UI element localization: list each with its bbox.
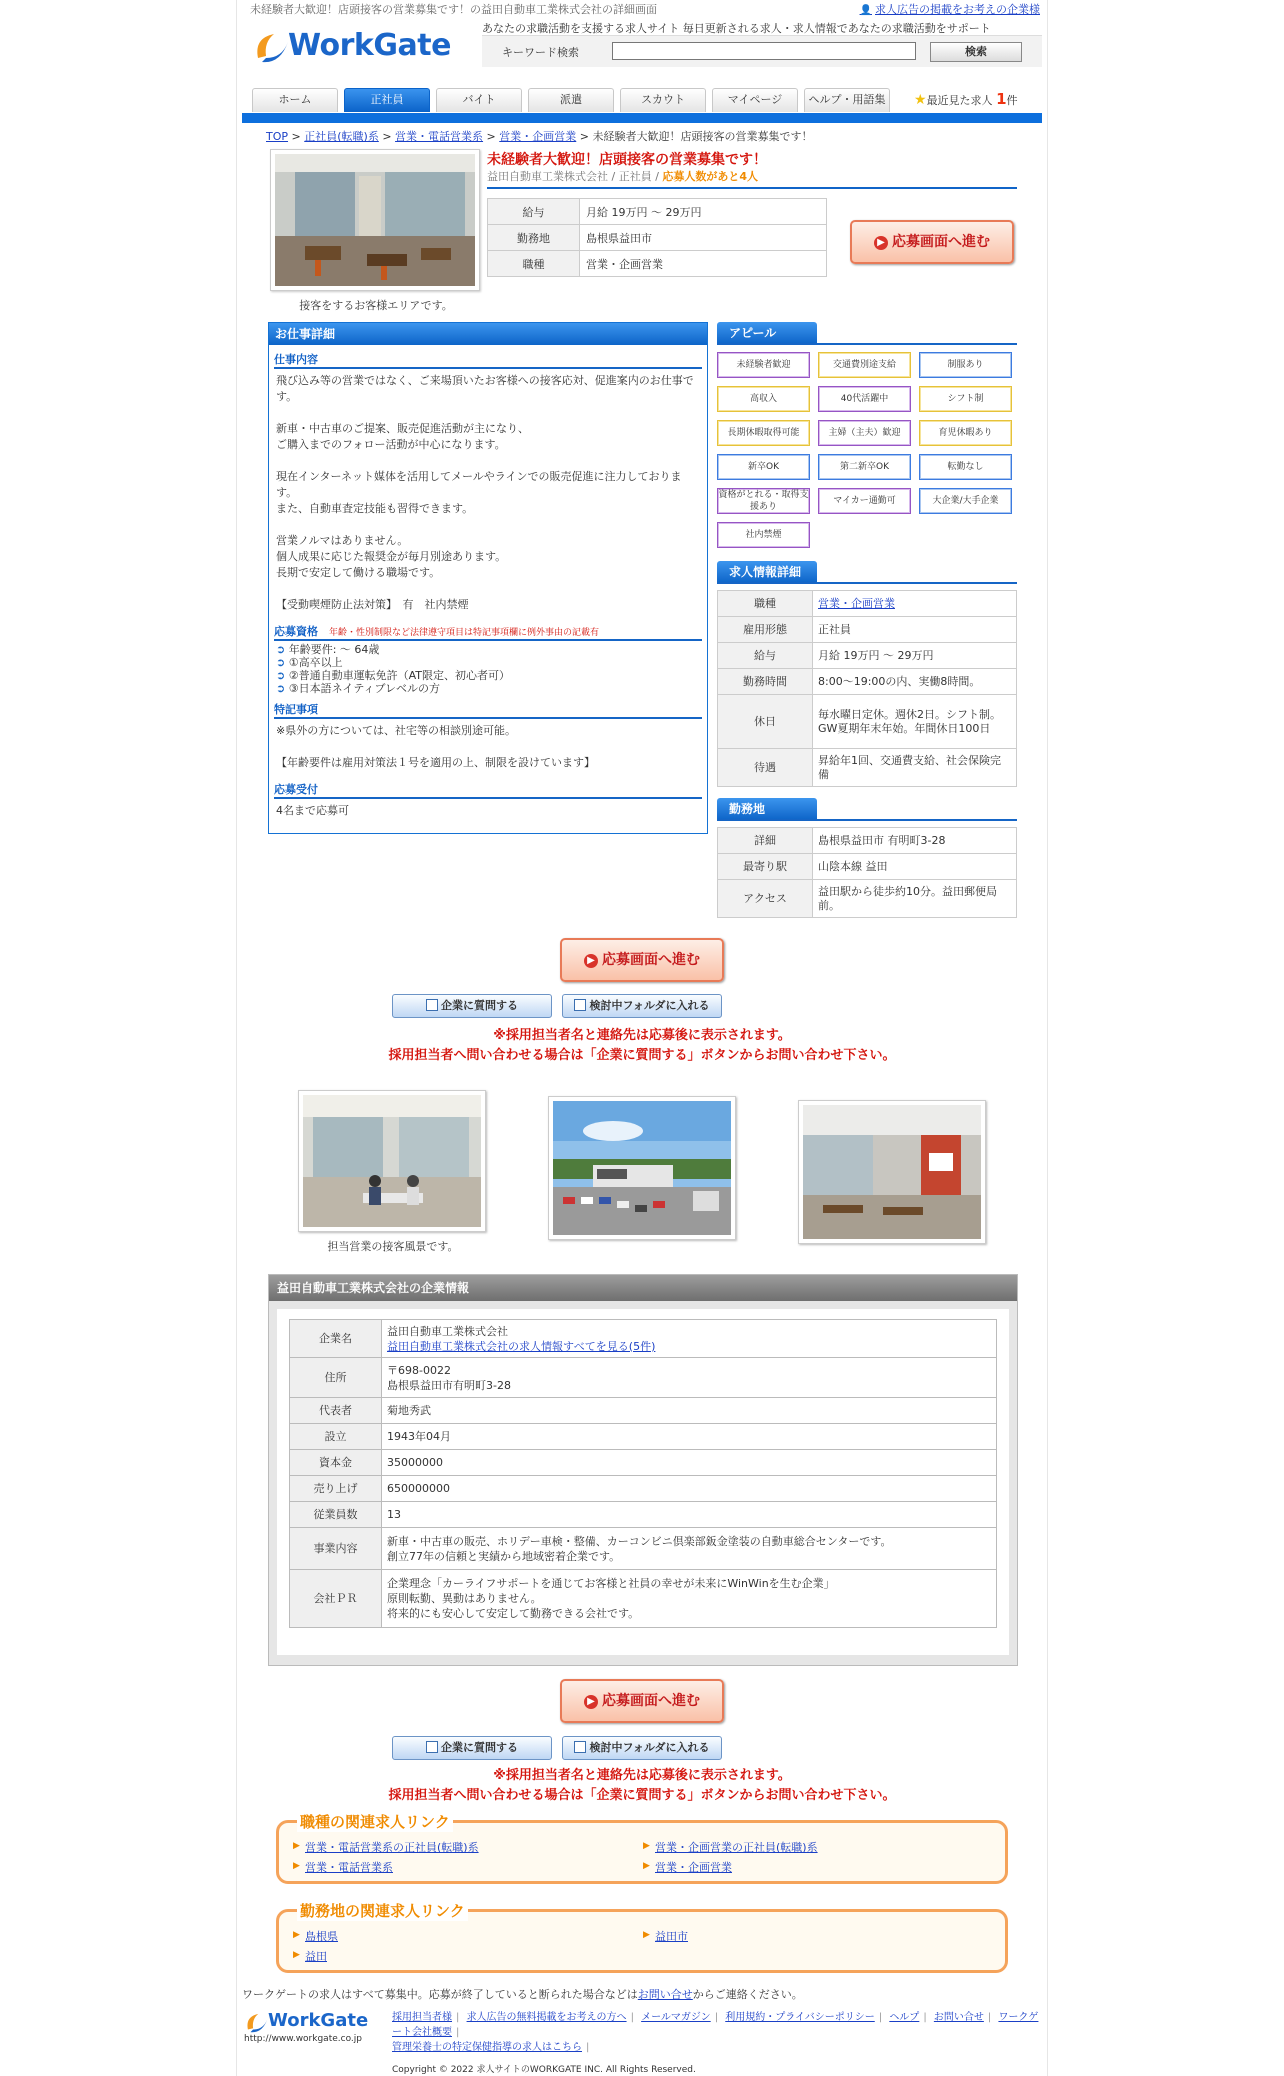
bullet-icon: ▶ bbox=[293, 1950, 300, 1960]
info-value: 月給 19万円 ～ 29万円 bbox=[813, 643, 1017, 669]
table-row bbox=[718, 880, 1017, 918]
table-row bbox=[290, 1424, 997, 1450]
apply-label: 応募画面へ進む bbox=[892, 234, 990, 250]
bullet-icon: ▶ bbox=[643, 1930, 650, 1940]
employment-type: 正社員 bbox=[618, 170, 652, 183]
footer-link[interactable]: 求人広告の無料掲載をお考えの方へ bbox=[466, 2012, 627, 2023]
bullet-arrow-icon: ➲ bbox=[276, 669, 286, 682]
job-info-table bbox=[717, 590, 1017, 787]
table-row bbox=[718, 854, 1017, 880]
notes-content bbox=[269, 719, 707, 775]
related-jobtype-link[interactable]: 営業・電話営業系の正社員(転職)系 bbox=[305, 1841, 479, 1854]
apply-label: 応募画面へ進む bbox=[602, 952, 700, 968]
breadcrumb-sales-planning[interactable]: 営業・企画営業 bbox=[499, 130, 577, 143]
location-row-label: アクセス bbox=[718, 880, 813, 918]
recent-unit: 件 bbox=[1006, 94, 1018, 107]
nav-underline bbox=[242, 113, 1042, 123]
accept-content: 4名まで応募可 bbox=[276, 804, 349, 817]
company-row-value: 菊地秀武 bbox=[382, 1398, 997, 1424]
info-value: 正社員 bbox=[813, 617, 1017, 643]
company-row-label: 住所 bbox=[290, 1358, 382, 1398]
pr-line: 将来的にも安心して安定して勤務できる会社です。 bbox=[387, 1607, 640, 1620]
logo-swirl-icon bbox=[252, 28, 292, 68]
search-button[interactable]: 検索 bbox=[930, 42, 1022, 62]
breadcrumb-current: 未経験者大歓迎！店頭接客の営業募集です！ bbox=[592, 130, 813, 143]
company-row-value bbox=[382, 1528, 997, 1570]
appeal-badge: マイカー通勤可 bbox=[818, 488, 911, 514]
company-row-value bbox=[382, 1570, 997, 1628]
work-line bbox=[276, 581, 700, 597]
list-item bbox=[276, 656, 700, 669]
appeal-badge: 長期休暇取得可能 bbox=[717, 420, 810, 446]
question-button-middle[interactable] bbox=[392, 994, 552, 1018]
info-value bbox=[813, 591, 1017, 617]
summary-label: 給与 bbox=[488, 199, 580, 225]
pr-line: 企業理念「カーライフサポートを通じてお客様と社員の幸せが未来にWinWinを生む企業」 bbox=[387, 1577, 835, 1590]
business-line: 新車・中古車の販売、ホリデー車検・整備、カーコンビニ倶楽部鈑金塗装の自動車総合センターです。 bbox=[387, 1534, 892, 1548]
footer-contact-link[interactable]: お問い合せ bbox=[637, 1988, 693, 2001]
summary-value: 営業・企画営業 bbox=[580, 251, 827, 277]
info-label: 待遇 bbox=[718, 749, 813, 787]
footer-note bbox=[242, 1986, 803, 2002]
table-row bbox=[488, 199, 827, 225]
company-info-box bbox=[268, 1274, 1018, 1666]
footer-logo-text: WorkGate bbox=[268, 2010, 369, 2031]
location-label: 勤務地 bbox=[717, 798, 817, 820]
folder-label: 検討中フォルダに入れる bbox=[589, 1741, 710, 1754]
footer-link[interactable]: 管理栄養士の特定保健指導の求人はこちら bbox=[392, 2042, 582, 2053]
showroom-interior-photo bbox=[803, 1105, 981, 1239]
table-row bbox=[718, 695, 1017, 749]
related-area-link[interactable]: 益田 bbox=[305, 1950, 327, 1963]
work-line: ご購入までのフォロー活動が中心になります。 bbox=[276, 438, 506, 451]
qualification-list bbox=[269, 641, 707, 699]
appeal-badge: 社内禁煙 bbox=[717, 522, 810, 548]
gallery-caption-1: 担当営業の接客風景です。 bbox=[327, 1240, 459, 1253]
related-jobtype-link[interactable]: 営業・企画営業の正社員(転職)系 bbox=[655, 1841, 818, 1854]
breadcrumb-seishain[interactable]: 正社員(転職)系 bbox=[304, 130, 379, 143]
footer-logo-url: http://www.workgate.co.jp bbox=[244, 2034, 362, 2044]
notice-line-1: ※採用担当者名と連絡先は応募後に表示されます。 bbox=[493, 1768, 791, 1783]
work-line: 長期で安定して働ける職場です。 bbox=[276, 566, 441, 579]
appeal-badge: 育児休暇あり bbox=[919, 420, 1012, 446]
question-icon bbox=[426, 999, 438, 1011]
appeal-badge: 制服あり bbox=[919, 352, 1012, 378]
copyright: Copyright © 2022 求人サイトのWORKGATE INC. All Rights Reserved. bbox=[392, 2065, 696, 2075]
table-row bbox=[290, 1398, 997, 1424]
table-row bbox=[290, 1320, 997, 1358]
bullet-icon: ▶ bbox=[293, 1841, 300, 1851]
info-label: 職種 bbox=[718, 591, 813, 617]
footer-link[interactable]: 利用規約・プライバシーポリシー bbox=[725, 2012, 875, 2023]
work-line bbox=[276, 517, 700, 533]
folder-button-middle[interactable] bbox=[562, 994, 722, 1018]
notes-line: ※県外の方については、社宅等の相談別途可能。 bbox=[276, 724, 516, 737]
footer-link[interactable]: 採用担当者様 bbox=[392, 2012, 452, 2023]
related-jobtype-box bbox=[276, 1813, 1008, 1884]
ad-inquiry-link[interactable]: 👤 求人広告の掲載をお考えの企業様 bbox=[860, 1, 1040, 17]
company-row-value: 35000000 bbox=[382, 1450, 997, 1476]
location-table bbox=[717, 827, 1017, 918]
company-row-label: 従業員数 bbox=[290, 1502, 382, 1528]
company-info-table bbox=[289, 1319, 997, 1628]
job-title: 未経験者大歓迎！店頭接客の営業募集です！ bbox=[487, 152, 767, 168]
appeal-label: アピール bbox=[717, 322, 817, 344]
appeal-badge: 交通費別途支給 bbox=[818, 352, 911, 378]
footer-links: 採用担当者様 | 求人広告の無料掲載をお考えの方へ | メールマガジン | 利用規約・プライバシーポリシー | ヘルプ | お問い合せ | ワークゲート会社概要 | 管理栄養士の特定保健指導の求人はこちら | bbox=[392, 2012, 1039, 2053]
appeal-badge: 大企業/大手企業 bbox=[919, 488, 1012, 514]
job-info-label: 求人情報詳細 bbox=[717, 561, 817, 583]
qualification-note: 年齢・性別制限など法律遵守項目は特記事項欄に例外事由の記載有 bbox=[329, 628, 600, 638]
work-line bbox=[276, 453, 700, 469]
bullet-icon: ▶ bbox=[293, 1861, 300, 1871]
notice-line-2: 採用担当者へ問い合わせる場合は「企業に質問する」ボタンからお問い合わせ下さい。 bbox=[388, 1048, 896, 1063]
list-item bbox=[276, 669, 700, 682]
location-row-label: 最寄り駅 bbox=[718, 854, 813, 880]
bullet-icon: ▶ bbox=[293, 1930, 300, 1940]
main-photo-caption: 接客をするお客様エリアです。 bbox=[299, 299, 453, 312]
info-value: 毎水曜日定休。週休2日。シフト制。GW夏期年末年始。年間休日100日 bbox=[813, 695, 1017, 749]
appeal-badge: 新卒OK bbox=[717, 454, 810, 480]
job-summary-table bbox=[487, 198, 827, 277]
footer-link[interactable]: ワークゲート会社概要 bbox=[392, 2012, 1039, 2038]
related-jobtype-link[interactable]: 営業・企画営業 bbox=[655, 1861, 732, 1874]
info-label: 給与 bbox=[718, 643, 813, 669]
related-area-link[interactable]: 益田市 bbox=[655, 1930, 688, 1943]
apply-button-bottom[interactable] bbox=[560, 1679, 724, 1723]
table-row bbox=[290, 1476, 997, 1502]
bullet-arrow-icon: ➲ bbox=[276, 656, 286, 669]
question-label: 企業に質問する bbox=[441, 1741, 518, 1754]
appeal-badge: 高収入 bbox=[717, 386, 810, 412]
job-company-line: 益田自動車工業株式会社 / 正社員 / 応募人数があと4人 bbox=[487, 168, 1017, 189]
appeal-badge: 未経験者歓迎 bbox=[717, 352, 810, 378]
footer-link[interactable]: ヘルプ bbox=[889, 2012, 920, 2023]
logo-swirl-icon bbox=[244, 2010, 270, 2036]
remaining-count: 応募人数があと4人 bbox=[662, 170, 759, 183]
company-row-value: 650000000 bbox=[382, 1476, 997, 1502]
company-row-label: 代表者 bbox=[290, 1398, 382, 1424]
notes-line: 【年齢要件は雇用対策法１号を適用の上、制限を設けています】 bbox=[276, 756, 595, 769]
office-photo bbox=[303, 1095, 481, 1227]
work-line: 個人成果に応じた報奨金が毎月別途あります。 bbox=[276, 550, 507, 563]
pr-line: 原則転勤、異動はありません。 bbox=[387, 1592, 542, 1605]
appeal-line bbox=[717, 343, 1017, 345]
table-row bbox=[290, 1570, 997, 1628]
contact-notice-middle bbox=[236, 1026, 1048, 1066]
job-type-link[interactable]: 営業・企画営業 bbox=[818, 596, 895, 610]
company-row-label: 会社ＰＲ bbox=[290, 1570, 382, 1628]
company-row-value bbox=[382, 1358, 997, 1398]
question-icon bbox=[426, 1741, 438, 1753]
work-line bbox=[276, 405, 700, 421]
related-area-link[interactable]: 島根県 bbox=[305, 1930, 338, 1943]
info-label: 雇用形態 bbox=[718, 617, 813, 643]
footer-logo[interactable] bbox=[244, 2008, 374, 2048]
site-tagline: あなたの求職活動を支援する求人サイト 毎日更新される求人・求人情報であなたの求職活動をサポート bbox=[482, 22, 991, 35]
recent-count: 1 bbox=[996, 90, 1007, 108]
table-row bbox=[488, 251, 827, 277]
company-row-label: 設立 bbox=[290, 1424, 382, 1450]
tab-help[interactable]: ヘルプ・用語集 bbox=[804, 88, 890, 112]
logo-text: WorkGate bbox=[288, 28, 451, 63]
work-line: 営業ノルマはありません。 bbox=[276, 534, 409, 547]
footer-note-text-end: からご連絡ください。 bbox=[692, 1988, 803, 2001]
folder-button-bottom[interactable] bbox=[562, 1736, 722, 1760]
company-row-label: 資本金 bbox=[290, 1450, 382, 1476]
work-content-title: 仕事内容 bbox=[274, 345, 702, 369]
table-row bbox=[290, 1358, 997, 1398]
summary-label: 職種 bbox=[488, 251, 580, 277]
footer-note-text: ワークゲートの求人はすべて募集中。応募が終了していると断られた場合などは bbox=[242, 1988, 638, 2001]
appeal-badge: 第二新卒OK bbox=[818, 454, 911, 480]
table-row bbox=[718, 643, 1017, 669]
tab-mypage[interactable]: マイページ bbox=[712, 88, 798, 112]
work-line: 飛び込み等の営業ではなく、ご来場頂いたお客様への接客応対、促進案内のお仕事です。 bbox=[276, 374, 694, 403]
table-row bbox=[718, 669, 1017, 695]
location-line bbox=[717, 819, 1017, 821]
related-jobtype-link[interactable]: 営業・電話営業系 bbox=[305, 1861, 393, 1874]
company-all-jobs-link[interactable]: 益田自動車工業株式会社の求人情報すべてを見る(5件) bbox=[387, 1339, 656, 1353]
main-nav bbox=[252, 88, 1042, 115]
location-row-label: 詳細 bbox=[718, 828, 813, 854]
search-input[interactable] bbox=[612, 42, 916, 60]
question-label: 企業に質問する bbox=[441, 999, 518, 1012]
keyword-search bbox=[482, 35, 1042, 67]
recent-jobs[interactable] bbox=[914, 90, 1018, 108]
arrow-right-icon: ▶ bbox=[584, 1695, 598, 1709]
breadcrumb: TOP > 正社員(転職)系 > 営業・電話営業系 > 営業・企画営業 > 未経験者大歓迎！店頭接客の営業募集です！ bbox=[266, 130, 813, 143]
appeal-badge: 40代活躍中 bbox=[818, 386, 911, 412]
related-area-box bbox=[276, 1902, 1008, 1973]
info-label: 勤務時間 bbox=[718, 669, 813, 695]
recent-label: 最近見た求人 bbox=[926, 94, 993, 107]
table-row bbox=[718, 828, 1017, 854]
work-line: 新車・中古車のご提案、販売促進活動が主になり、 bbox=[276, 422, 529, 435]
page-title-line: 未経験者大歓迎！店頭接客の営業募集です！の益田自動車工業株式会社の詳細画面 bbox=[250, 3, 657, 16]
arrow-right-icon: ▶ bbox=[874, 236, 888, 250]
related-jobtype-title: 職種の関連求人リンク bbox=[297, 1811, 453, 1832]
tab-haken[interactable]: 派遣 bbox=[528, 88, 614, 112]
job-details-box bbox=[268, 322, 708, 834]
footer-link[interactable]: メールマガジン bbox=[641, 2012, 711, 2023]
breadcrumb-top[interactable]: TOP bbox=[266, 130, 289, 143]
appeal-badge: 主婦（主夫）歓迎 bbox=[818, 420, 911, 446]
folder-icon bbox=[574, 1741, 586, 1753]
qualification-title-text: 応募資格 bbox=[274, 625, 318, 638]
table-row bbox=[718, 749, 1017, 787]
notes-line bbox=[276, 739, 700, 755]
info-value: 昇給年1回、交通費支給、社会保険完備 bbox=[813, 749, 1017, 787]
company-row-label: 企業名 bbox=[290, 1320, 382, 1358]
job-info-line bbox=[717, 582, 1017, 584]
site-logo[interactable] bbox=[252, 24, 451, 68]
table-row bbox=[488, 225, 827, 251]
location-row-value: 山陰本線 益田 bbox=[813, 854, 1017, 880]
bullet-icon: ▶ bbox=[643, 1841, 650, 1851]
company-row-label: 事業内容 bbox=[290, 1528, 382, 1570]
info-label: 休日 bbox=[718, 695, 813, 749]
work-content bbox=[269, 369, 707, 617]
company-name-value: 益田自動車工業株式会社 bbox=[387, 1324, 508, 1338]
summary-value: 月給 19万円 ～ 29万円 bbox=[580, 199, 827, 225]
work-line: また、自動車査定技能も習得できます。 bbox=[276, 502, 474, 515]
list-item bbox=[276, 643, 700, 656]
qualification-item: 年齢要件: ～ 64歳 bbox=[288, 643, 380, 656]
table-row bbox=[290, 1450, 997, 1476]
info-value: 8:00～19:00の内、実働8時間。 bbox=[813, 669, 1017, 695]
search-label: キーワード検索 bbox=[502, 46, 579, 59]
qualification-item: ②普通自動車運転免許（AT限定、初心者可） bbox=[288, 669, 510, 682]
footer-link[interactable]: お問い合せ bbox=[933, 2012, 984, 2023]
summary-value: 島根県益田市 bbox=[580, 225, 827, 251]
company-row-label: 売り上げ bbox=[290, 1476, 382, 1502]
notes-title: 特記事項 bbox=[274, 699, 702, 719]
related-area-title: 勤務地の関連求人リンク bbox=[297, 1900, 468, 1921]
company-row-value: 13 bbox=[382, 1502, 997, 1528]
gallery-photo-2 bbox=[548, 1096, 736, 1240]
bullet-arrow-icon: ➲ bbox=[276, 682, 286, 695]
table-row bbox=[290, 1528, 997, 1570]
apply-button-middle[interactable] bbox=[560, 938, 724, 982]
tab-baito[interactable]: バイト bbox=[436, 88, 522, 112]
notice-line-1: ※採用担当者名と連絡先は応募後に表示されます。 bbox=[493, 1028, 791, 1043]
accept-title: 応募受付 bbox=[274, 775, 702, 799]
work-line: 【受動喫煙防止法対策】 有 社内禁煙 bbox=[276, 598, 469, 611]
star-icon: ★ bbox=[914, 92, 927, 108]
qualification-title bbox=[274, 617, 702, 641]
list-item bbox=[276, 682, 700, 695]
company-name: 益田自動車工業株式会社 bbox=[487, 170, 608, 183]
tab-seishain[interactable]: 正社員 bbox=[344, 88, 430, 112]
notice-line-2: 採用担当者へ問い合わせる場合は「企業に質問する」ボタンからお問い合わせ下さい。 bbox=[388, 1788, 896, 1803]
table-row bbox=[718, 617, 1017, 643]
appeal-badge: 転勤なし bbox=[919, 454, 1012, 480]
appeal-badge: 資格がとれる・取得支援あり bbox=[718, 490, 809, 512]
address-line: 島根県益田市有明町3-28 bbox=[387, 1378, 511, 1392]
summary-label: 勤務地 bbox=[488, 225, 580, 251]
business-line: 創立77年の信頼と実績から地域密着企業です。 bbox=[387, 1549, 621, 1563]
dealership-exterior-photo bbox=[553, 1101, 731, 1235]
tab-scout[interactable]: スカウト bbox=[620, 88, 706, 112]
table-row bbox=[718, 591, 1017, 617]
qualification-item: ③日本語ネイティブレベルの方 bbox=[288, 682, 441, 695]
details-header: お仕事詳細 bbox=[269, 323, 707, 345]
bullet-arrow-icon: ➲ bbox=[276, 643, 286, 656]
qualification-item: ①高卒以上 bbox=[288, 656, 343, 669]
bullet-icon: ▶ bbox=[643, 1861, 650, 1871]
arrow-right-icon: ▶ bbox=[584, 954, 598, 968]
gallery-photo-1 bbox=[298, 1090, 486, 1232]
location-row-value: 島根県益田市 有明町3-28 bbox=[813, 828, 1017, 854]
top-line bbox=[250, 1, 1040, 15]
location-row-value: 益田駅から徒歩約10分。益田郵便局前。 bbox=[813, 880, 1017, 918]
apply-button-top[interactable] bbox=[850, 220, 1014, 264]
address-line: 〒698-0022 bbox=[387, 1363, 451, 1377]
appeal-badge: シフト制 bbox=[919, 386, 1012, 412]
tab-home[interactable]: ホーム bbox=[252, 88, 338, 112]
contact-notice-bottom bbox=[236, 1766, 1048, 1806]
table-row bbox=[290, 1502, 997, 1528]
company-row-value bbox=[382, 1320, 997, 1358]
folder-icon bbox=[574, 999, 586, 1011]
question-button-bottom[interactable] bbox=[392, 1736, 552, 1760]
company-info-inner bbox=[277, 1309, 1009, 1655]
company-row-value: 1943年04月 bbox=[382, 1424, 997, 1450]
company-info-header: 益田自動車工業株式会社の企業情報 bbox=[269, 1275, 1017, 1301]
showroom-photo bbox=[275, 154, 475, 286]
folder-label: 検討中フォルダに入れる bbox=[589, 999, 710, 1012]
main-job-photo bbox=[270, 149, 480, 291]
breadcrumb-sales-phone[interactable]: 営業・電話営業系 bbox=[395, 130, 484, 143]
gallery-photo-3 bbox=[798, 1100, 986, 1244]
apply-label: 応募画面へ進む bbox=[602, 1693, 700, 1709]
work-line: 現在インターネット媒体を活用してメールやラインでの販売促進に注力しております。 bbox=[276, 470, 682, 499]
